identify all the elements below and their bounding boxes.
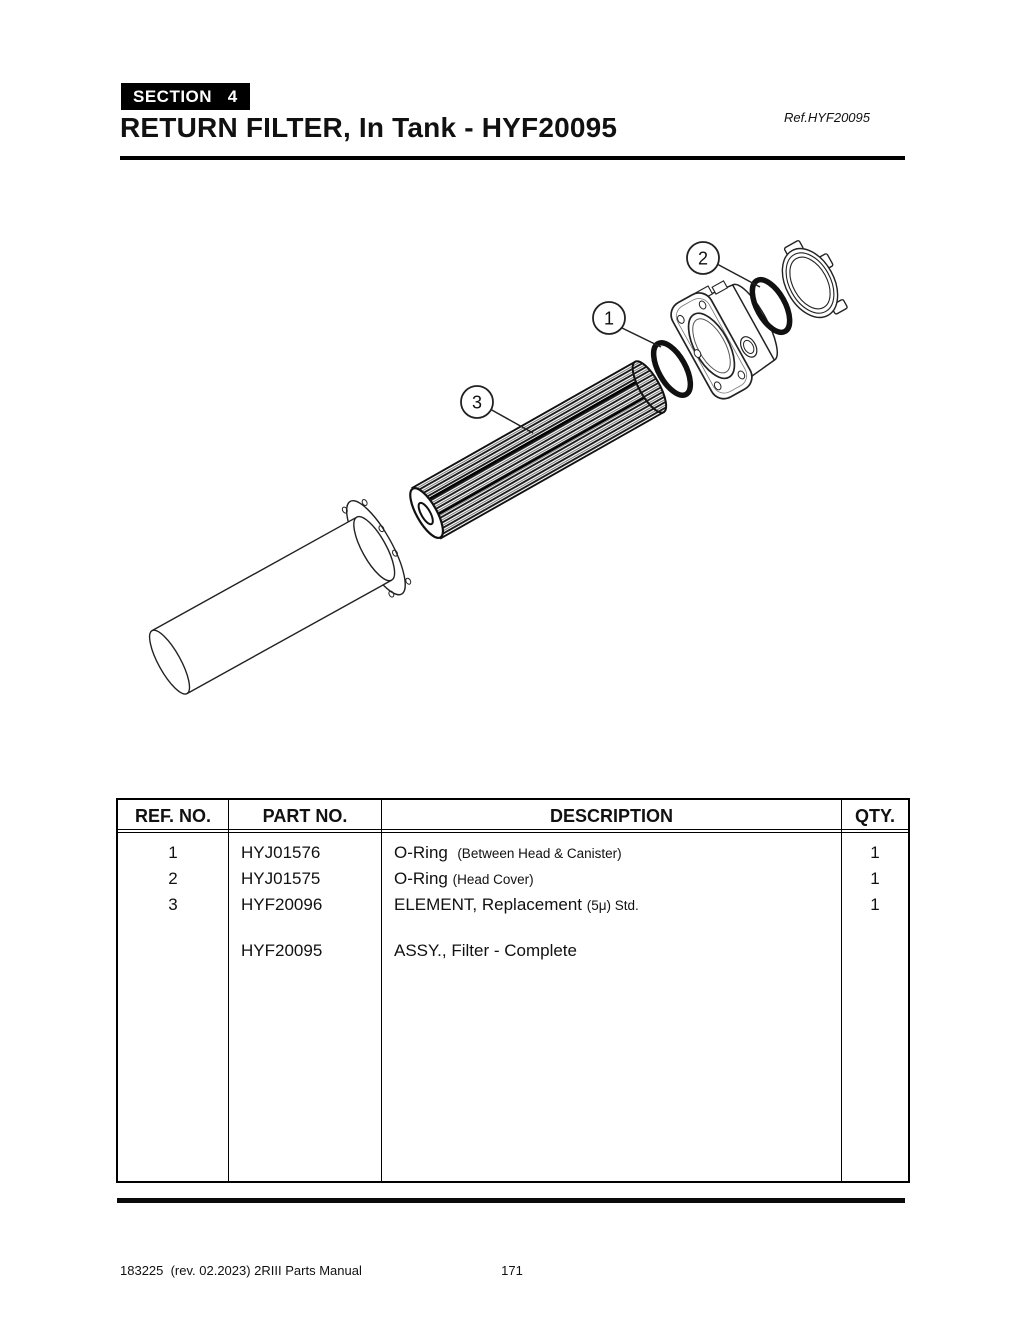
canister-drawing — [134, 493, 416, 713]
part-cell: HYJ01576 — [241, 843, 321, 862]
ref-cell: 1 — [168, 843, 178, 862]
description-main: O-Ring — [394, 843, 448, 862]
callout-1 — [593, 302, 661, 347]
column-description — [382, 800, 842, 1181]
filter-head-drawing — [666, 269, 791, 404]
callout-2-number: 2 — [697, 248, 709, 269]
footer-document-info: 183225 (rev. 02.2023) 2RIII Parts Manual — [120, 1263, 362, 1278]
part-cell: HYJ01575 — [241, 869, 321, 888]
header-qty: QTY. — [842, 800, 908, 833]
description-detail: (Between Head & Canister) — [457, 846, 622, 861]
reference-label: Ref.HYF20095 — [784, 110, 870, 125]
description-cell — [382, 892, 841, 918]
part-cell: HYF20095 — [241, 941, 323, 960]
description-cell — [382, 938, 841, 964]
section-badge: SECTION 4 — [121, 83, 250, 110]
description-detail: (Head Cover) — [452, 872, 534, 887]
head-cover-drawing — [768, 231, 855, 329]
callout-1-number: 1 — [603, 308, 615, 329]
ref-cell: 3 — [168, 895, 178, 914]
ref-cell — [118, 938, 228, 964]
description-main: ELEMENT, Replacement — [394, 895, 583, 914]
header-description: DESCRIPTION — [382, 800, 841, 833]
qty-cell: 1 — [870, 895, 880, 914]
header-ref-no: REF. NO. — [118, 800, 228, 833]
qty-cell: 1 — [870, 869, 880, 888]
description-main: ASSY., Filter - Complete — [394, 941, 577, 960]
qty-cell — [842, 938, 908, 964]
description-cell — [382, 840, 841, 866]
column-ref-no — [118, 800, 229, 1181]
page-title: RETURN FILTER, In Tank - HYF20095 — [120, 112, 618, 143]
description-main: O-Ring — [394, 869, 448, 888]
qty-cell: 1 — [870, 843, 880, 862]
header-part-no: PART NO. — [229, 800, 381, 833]
ref-cell: 2 — [168, 869, 178, 888]
footer-page-number: 171 — [501, 1263, 523, 1278]
filter-element-drawing — [404, 357, 673, 543]
description-cell — [382, 866, 841, 892]
column-part-no — [229, 800, 382, 1181]
footer-rule — [117, 1198, 905, 1203]
column-qty — [842, 800, 908, 1181]
parts-table — [116, 798, 910, 1183]
part-cell: HYF20096 — [241, 895, 323, 914]
callout-3-number: 3 — [471, 392, 483, 413]
description-detail: (5μ) Std. — [586, 898, 639, 913]
